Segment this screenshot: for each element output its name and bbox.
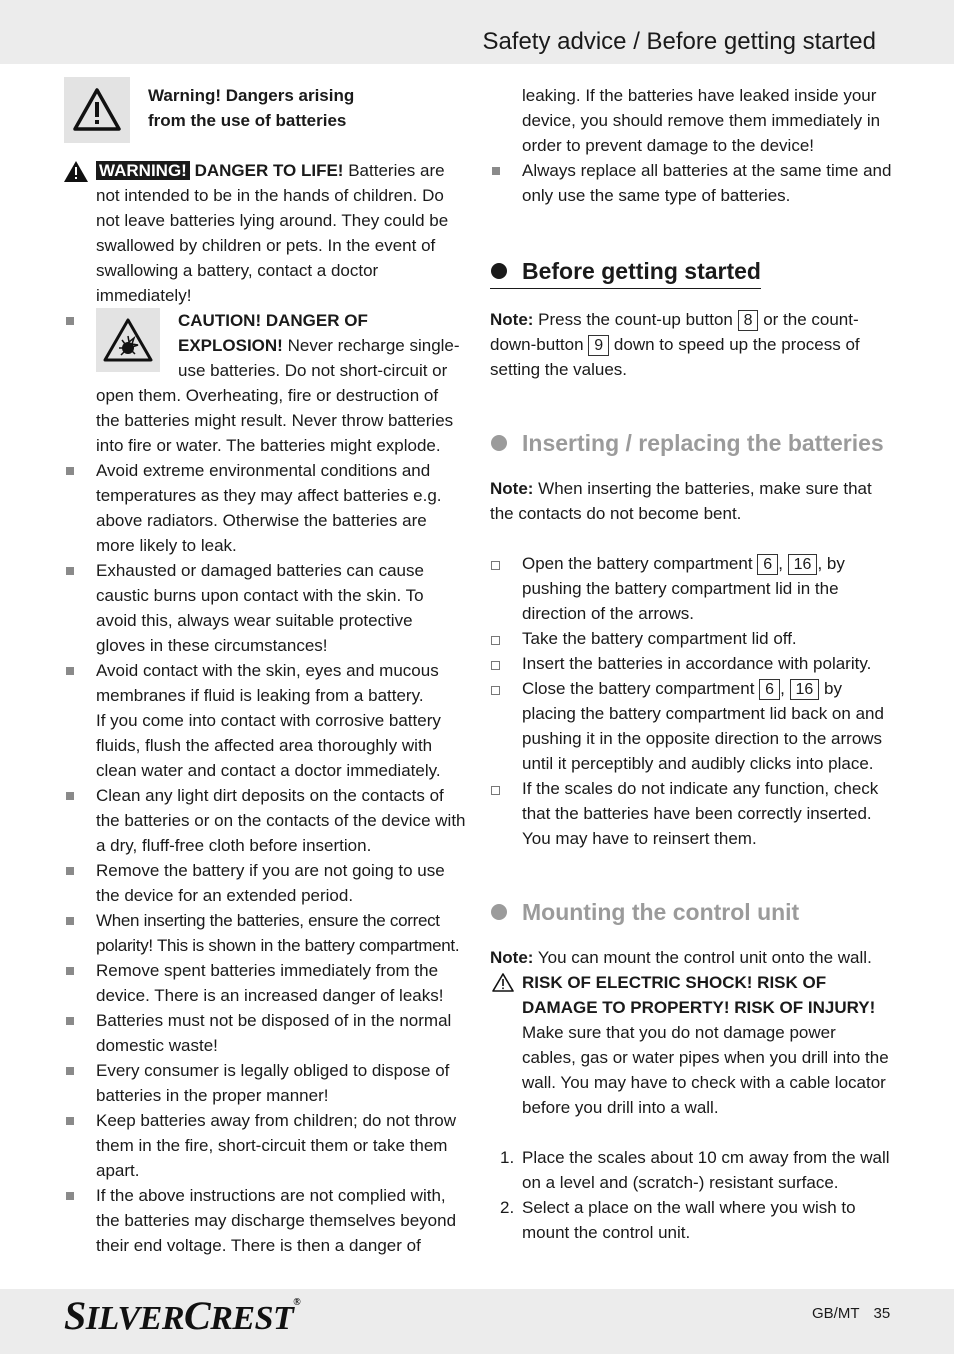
list-item: Keep batteries away from children; do not throw them in the fire, short-circuit them or take them apart. — [64, 1108, 466, 1183]
bullet-dot-icon — [491, 435, 507, 451]
battery-warning-heading — [64, 83, 466, 158]
part-number-6: 6 — [757, 554, 778, 575]
locale-label: GB/MT — [812, 1305, 860, 1322]
replace-battery-list — [490, 158, 892, 208]
warning-badge: WARNING! — [96, 161, 190, 180]
right-column — [490, 83, 892, 1245]
warning-triangle-icon — [64, 77, 130, 143]
explosion-icon — [96, 308, 160, 372]
list-item: Always replace all batteries at the same time and only use the same type of batteries. — [490, 158, 892, 208]
part-number-16: 16 — [790, 679, 820, 700]
list-item: Avoid extreme environmental conditions and temperatures as they may affect batteries e.g. above radiators. Otherwise the batteries are more likely to leak. — [64, 458, 466, 558]
list-item: Batteries must not be disposed of in the normal domestic waste! — [64, 1008, 466, 1058]
part-number-8: 8 — [738, 310, 759, 331]
step-item: Open the battery compartment 6 , 16 , by pushing the battery compartment lid in the direction of the arrows. — [490, 551, 892, 626]
step-item: Close the battery compartment 6 , 16 by placing the battery compartment lid back on and pushing it in the opposite direction to the arrows until it perceptibly and audibly clicks into place. — [490, 676, 892, 776]
list-item: Remove the battery if you are not going to use the device for an extended period. — [64, 858, 466, 908]
numbered-step: 1. Place the scales about 10 cm away from the wall on a level and (scratch-) resistant surface. — [500, 1148, 890, 1192]
part-number-9: 9 — [588, 335, 609, 356]
step-item: If the scales do not indicate any function, check that the batteries have been correctly inserted. You may have to reinsert them. — [490, 776, 892, 851]
mounting-steps-list — [490, 1145, 892, 1245]
list-item: Remove spent batteries immediately from the device. There is an increased danger of leaks! — [64, 958, 466, 1008]
list-item: Avoid contact with the skin, eyes and mucous membranes if fluid is leaking from a battery. — [64, 658, 466, 708]
page-number: 35 — [873, 1305, 891, 1322]
numbered-step: 2. Select a place on the wall where you wish to mount the control unit. — [500, 1198, 856, 1242]
page-title: Safety advice / Before getting started — [482, 28, 876, 55]
danger-bold: DANGER TO LIFE! — [194, 161, 344, 180]
left-column — [64, 83, 466, 1258]
silvercrest-logo: SILVERCREST® — [64, 1293, 301, 1338]
list-item-continuation: If you come into contact with corrosive battery fluids, flush the affected area thoroughly with clean water and contact a doctor immediately. — [96, 711, 441, 780]
note-count-buttons: Note: Press the count-up button 8 or the count-down-button 9 down to speed up the process of setting the values. — [490, 310, 860, 379]
step-item: Insert the batteries in accordance with polarity. — [490, 651, 892, 676]
danger-to-life-paragraph: WARNING! DANGER TO LIFE! Batteries are not intended to be in the hands of children. Do not leave batteries lying around. They could be swallowed by children or pets. In the event of swallowing a battery, contact a doctor immediately! — [64, 158, 466, 308]
step-item: Take the battery compartment lid off. — [490, 626, 892, 651]
explosion-bold: CAUTION! DANGER OF EXPLOSION! — [178, 311, 368, 355]
list-item: Exhausted or damaged batteries can cause caustic burns upon contact with the skin. To avoid this, always wear suitable protective gloves in these circumstances! — [64, 558, 466, 658]
warning-outline-icon — [492, 973, 514, 999]
list-item: If the above instructions are not complied with, the batteries may discharge themselves beyond their end voltage. There is then a danger of — [64, 1183, 466, 1258]
part-number-16: 16 — [788, 554, 818, 575]
list-item: Every consumer is legally obliged to dispose of batteries in the proper manner! — [64, 1058, 466, 1108]
warning-heading-text: Warning! Dangers arising from the use of batteries — [148, 86, 355, 130]
section-heading-inserting-batteries: Inserting / replacing the batteries — [490, 428, 892, 458]
note-mount-wall: Note: You can mount the control unit onto the wall. — [490, 948, 872, 967]
list-item: When inserting the batteries, ensure the correct polarity! This is shown in the battery compartment. — [64, 908, 466, 958]
continued-text: leaking. If the batteries have leaked inside your device, you should remove them immediately in order to prevent damage to the device! — [522, 86, 881, 155]
warning-small-icon — [64, 161, 88, 189]
note-contacts: Note: When inserting the batteries, make sure that the contacts do not become bent. — [490, 479, 872, 523]
bullet-dot-icon — [491, 263, 507, 279]
part-number-6: 6 — [759, 679, 780, 700]
section-heading-mounting: Mounting the control unit — [490, 897, 892, 927]
list-item: CAUTION! DANGER OF EXPLOSION! Never recharge single-use batteries. Do not short-circuit or open them. Overheating, fire or destruction of the batteries might result. Never throw batteries into fire or water. The batteries might explode. — [64, 308, 466, 458]
section-heading-before-getting-started: Before getting started — [490, 256, 761, 289]
list-item: Clean any light dirt deposits on the contacts of the batteries or on the contacts of the device with a dry, fluff-free cloth before insertion. — [64, 783, 466, 858]
battery-steps-list — [490, 551, 892, 851]
footer-info — [812, 1303, 890, 1325]
bullet-dot-icon — [491, 904, 507, 920]
battery-safety-list — [64, 308, 466, 1258]
risk-warning-paragraph: RISK OF ELECTRIC SHOCK! RISK OF DAMAGE TO PROPERTY! RISK OF INJURY! Make sure that you do not damage power cables, gas or water pipes when you drill into the wall. You may have to check with a cable locator before you drill into a wall. — [490, 970, 892, 1120]
